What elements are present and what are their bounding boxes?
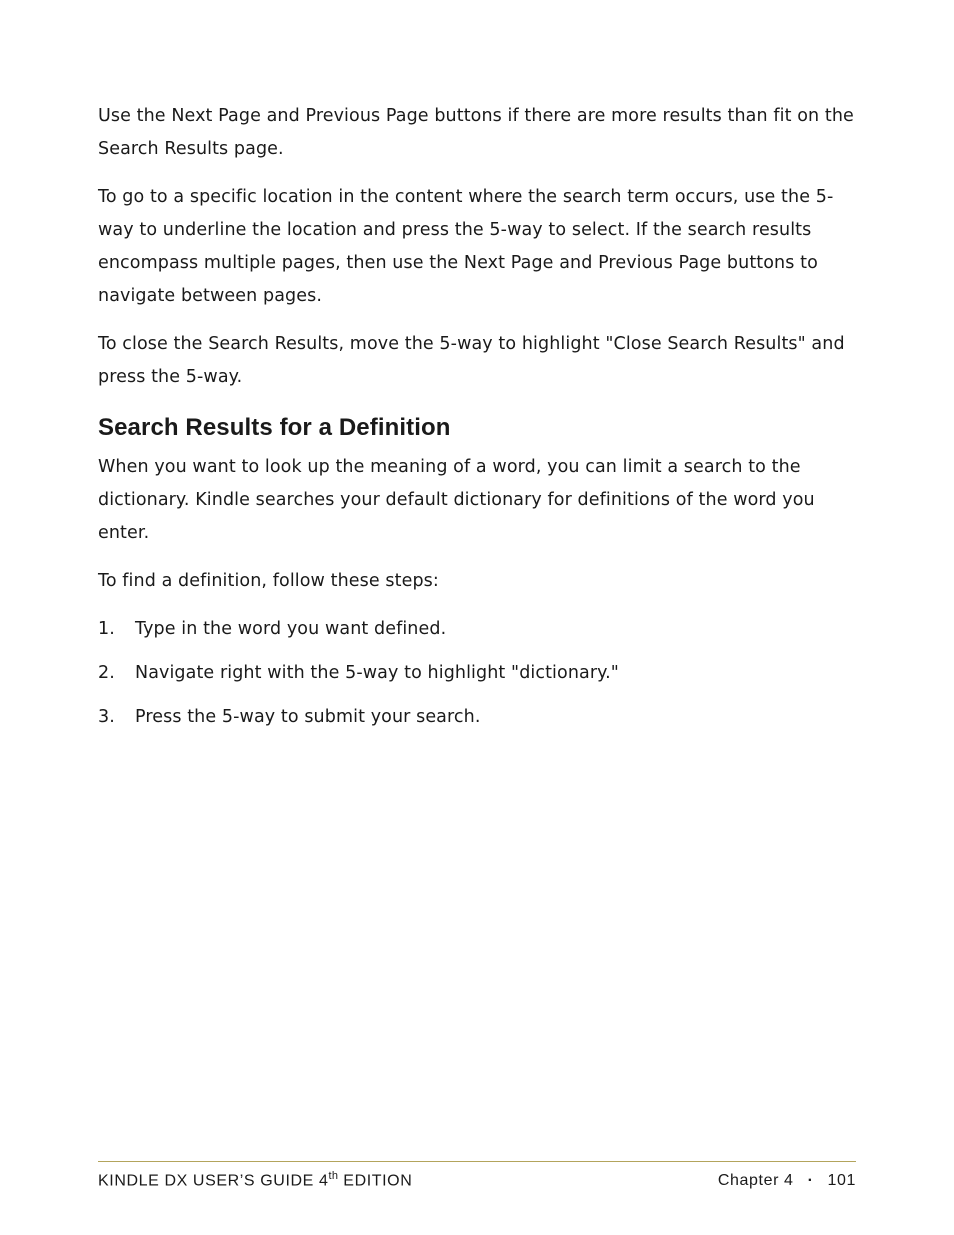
steps-list [98,613,864,734]
step-text: Navigate right with the 5-way to highlight "dictionary." [135,663,619,683]
step-number: 1. [98,619,115,639]
list-item [98,657,864,690]
section-heading: Search Results for a Definition [98,414,451,441]
guide-title [98,1170,412,1190]
step-number: 3. [98,707,115,727]
paragraph-steps-intro: To find a definition, follow these steps: [98,571,439,591]
page-body [98,100,864,745]
chapter-page-info [718,1172,856,1190]
paragraph-close-results: To close the Search Results, move the 5-way to highlight "Close Search Results" and press the 5-way. [98,334,845,387]
guide-title-suffix: EDITION [338,1172,413,1190]
step-text: Press the 5-way to submit your search. [135,707,481,727]
page-footer [98,1170,856,1190]
paragraph-definition-intro: When you want to look up the meaning of a word, you can limit a search to the dictionary. Kindle searches your default dictionary for definitions of the word you enter. [98,457,815,543]
step-number: 2. [98,663,115,683]
page-number: 101 [827,1172,856,1190]
paragraph-next-previous: Use the Next Page and Previous Page buttons if there are more results than fit on the Search Results page. [98,106,854,159]
list-item [98,613,864,646]
paragraph-go-to-location: To go to a specific location in the content where the search term occurs, use the 5-way to underline the location and press the 5-way to select. If the search results encompass multiple pages, then use the Next Page and Previous Page buttons to navigate between pages. [98,187,834,306]
guide-title-superscript: th [328,1170,339,1182]
step-text: Type in the word you want defined. [135,619,447,639]
chapter-label: Chapter 4 [717,1172,794,1190]
footer-rule [98,1161,856,1162]
separator-dot: · [807,1172,814,1190]
guide-title-prefix: KINDLE DX USER’S GUIDE 4 [98,1172,329,1190]
list-item [98,701,864,734]
